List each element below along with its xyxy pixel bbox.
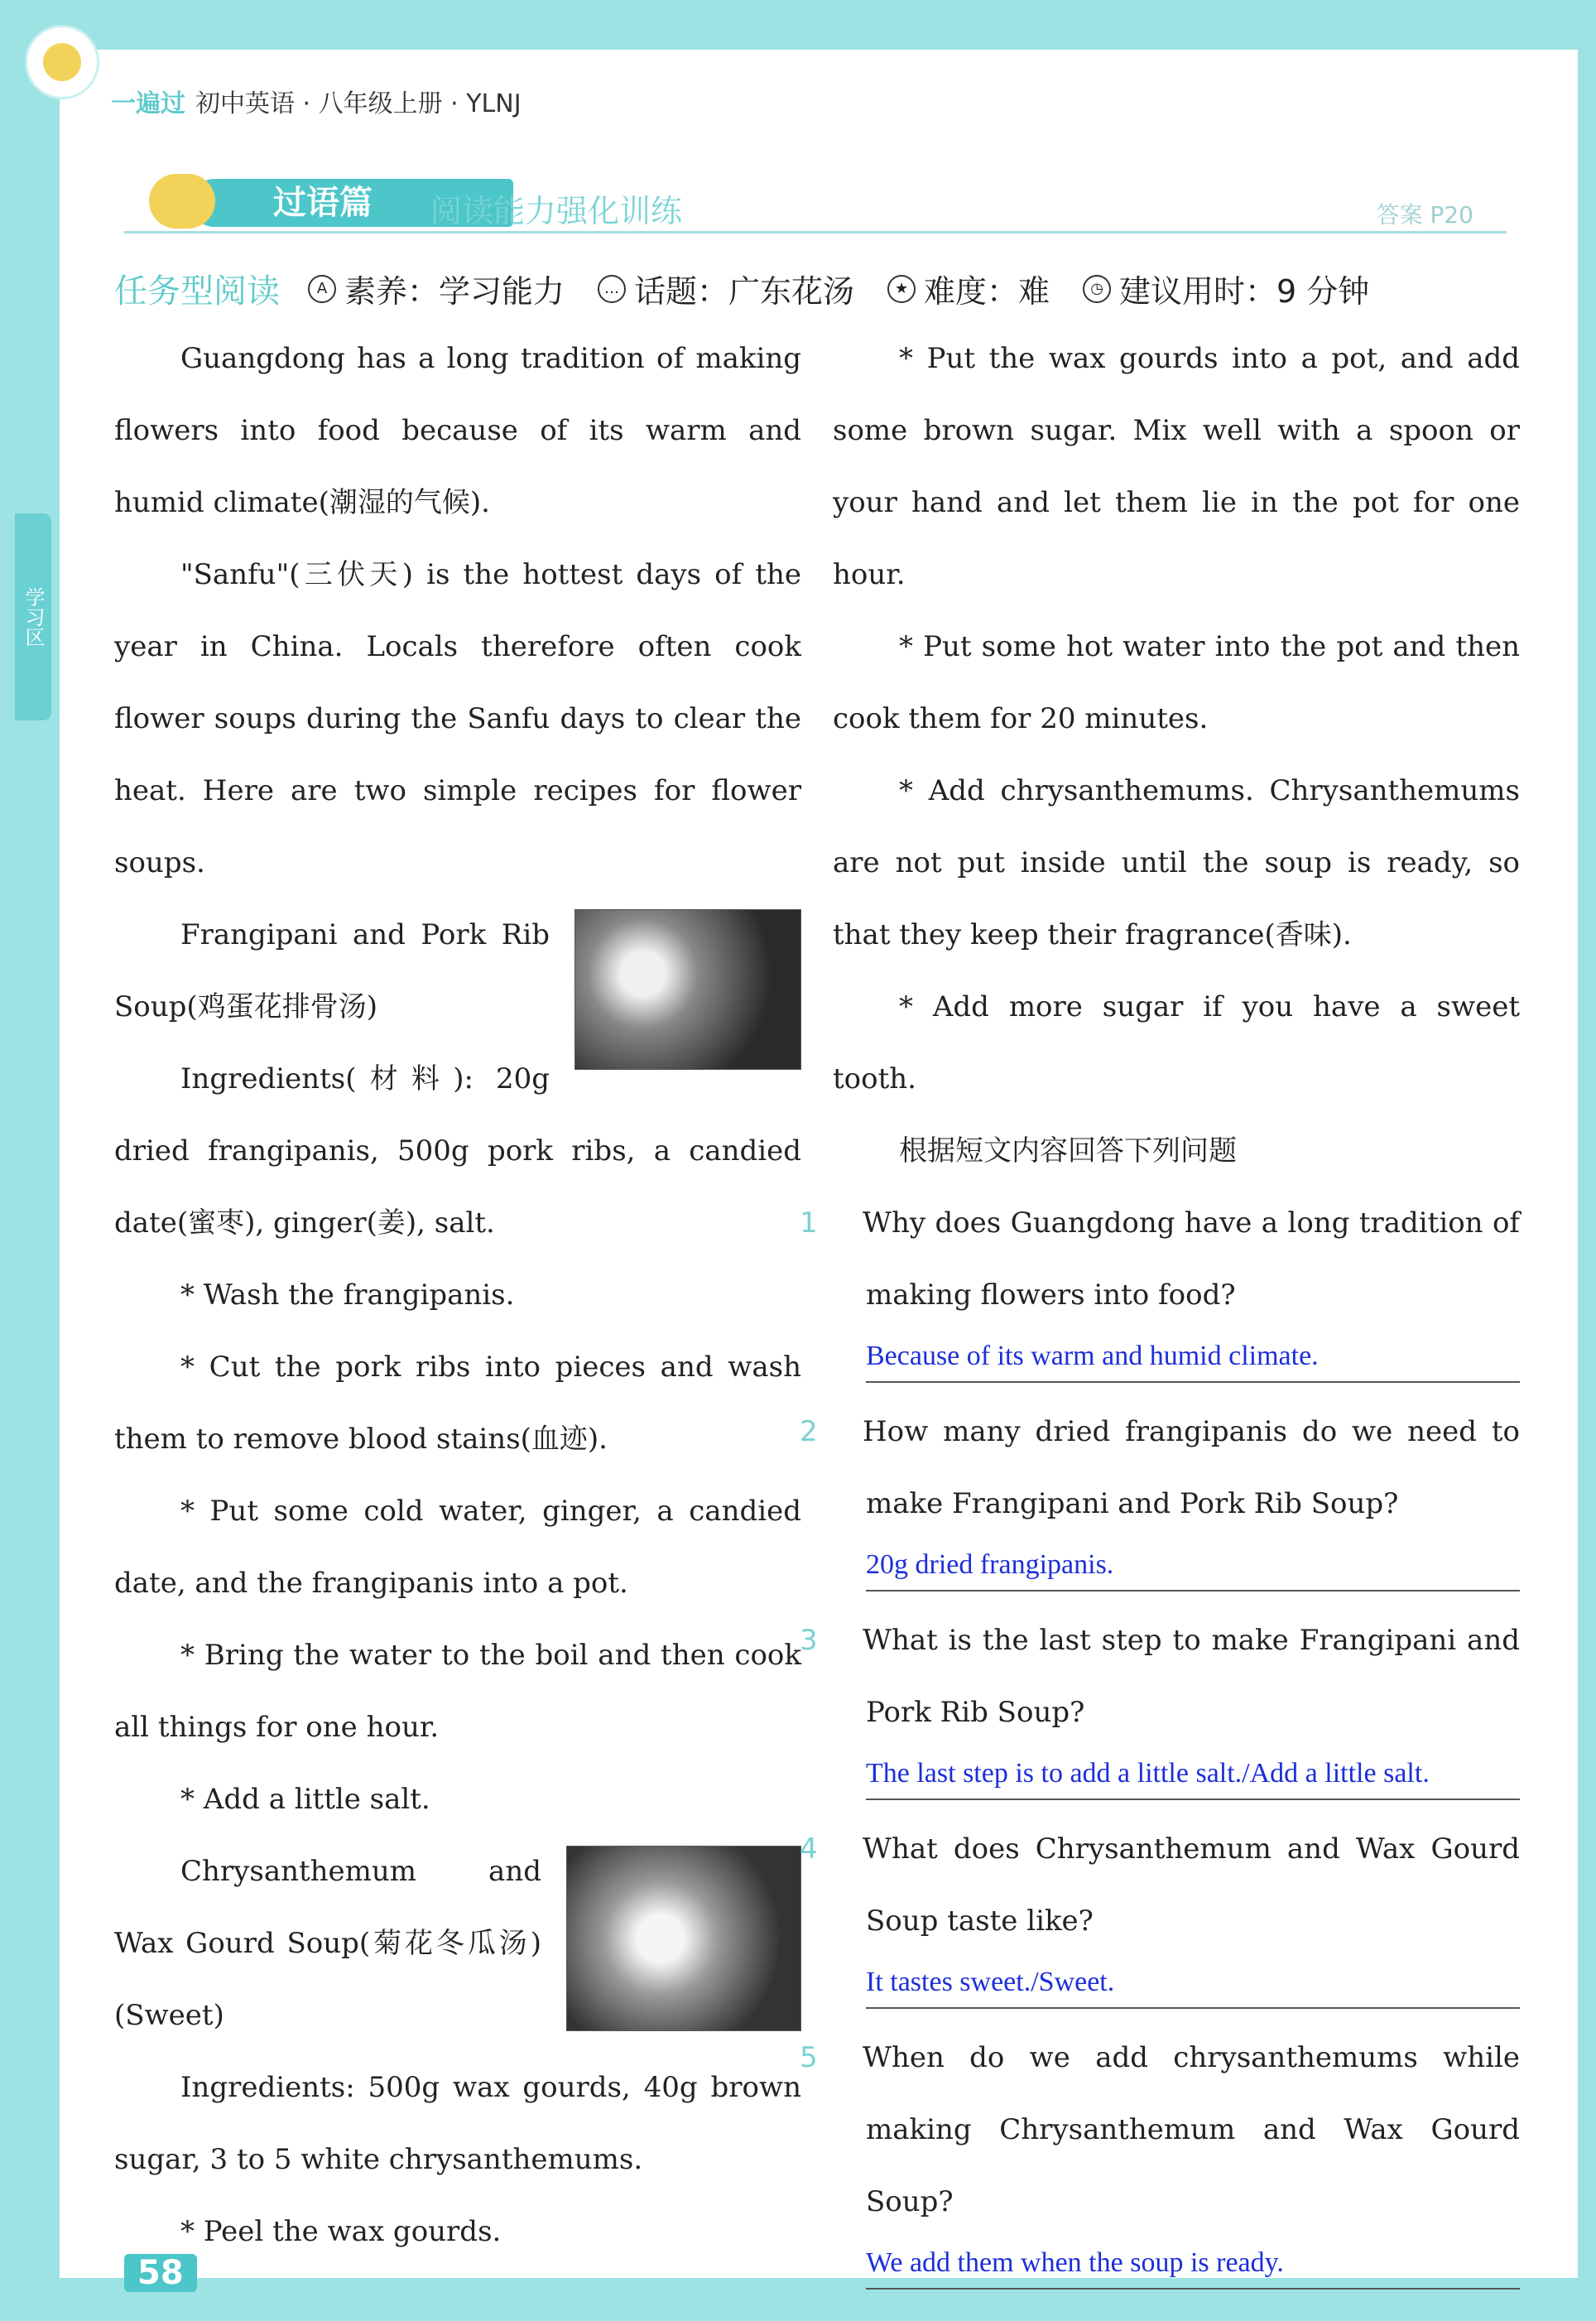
frangipani-photo [574, 909, 801, 1070]
difficulty-item: ★ 难度：难 [887, 266, 1050, 311]
literacy-icon: A [308, 275, 336, 303]
brand-name: 一遍过 [111, 89, 185, 118]
recipe-step: * Peel the wax gourds. [180, 2215, 502, 2248]
book-header [111, 83, 522, 119]
left-column [114, 323, 801, 2268]
answer-field[interactable]: The last step is to add a little salt./Add a little salt. [866, 1749, 1520, 1800]
answer-reference: 答案 P20 [1376, 201, 1473, 229]
section-banner [124, 174, 1507, 229]
section-subtitle: 阅读能力强化训练 [430, 193, 683, 229]
task-title: 任务型阅读 [114, 272, 280, 311]
recipe-step: * Put some hot water into the pot and then cook them for 20 minutes. [833, 630, 1520, 735]
mascot-logo-icon [25, 25, 99, 99]
recipe-step: * Put the wax gourds into a pot, and add some brown sugar. Mix well with a spoon or your hand and let them lie in the pot for one hour. [833, 342, 1520, 591]
answer-field[interactable]: We add them when the soup is ready. [866, 2238, 1520, 2290]
banner-rule [124, 231, 1507, 234]
recipe-step: * Add more sugar if you have a sweet tooth. [833, 990, 1520, 1095]
recipe-step: * Add chrysanthemums. Chrysanthemums are not put inside until the soup is ready, so that they keep their fragrance(香味). [833, 774, 1520, 951]
recipe-step: * Put some cold water, ginger, a candied date, and the frangipanis into a pot. [114, 1495, 801, 1600]
recipe-title: Frangipani and Pork Rib Soup(鸡蛋花排骨汤) [114, 918, 550, 1023]
chat-icon: … [598, 275, 626, 303]
recipe-step: * Bring the water to the boil and then cook all things for one hour. [114, 1639, 801, 1744]
recipe-step: * Cut the pork ribs into pieces and wash them to remove blood stains(血迹). [114, 1351, 801, 1456]
frame-left [0, 0, 60, 2321]
passage-paragraph: Guangdong has a long tradition of making flowers into food because of its warm and humid climate(潮湿的气候). [114, 342, 801, 519]
page-number: 58 [124, 2254, 197, 2292]
question: 3 What is the last step to make Frangipani and Pork Rib Soup? [800, 1624, 1520, 1729]
frame-right [1578, 0, 1596, 2321]
recipe-step: * Add a little salt. [180, 1783, 430, 1816]
recipe-step: * Wash the frangipanis. [180, 1278, 515, 1312]
star-icon: ★ [887, 275, 916, 303]
recipe-ingredients: Ingredients(材料): 20g dried frangipanis, 500g pork ribs, a candied date(蜜枣), ginger(姜), salt. [114, 1062, 801, 1240]
question: 1 Why does Guangdong have a long tradition of making flowers into food? [800, 1206, 1520, 1312]
recipe-ingredients: Ingredients: 500g wax gourds, 40g brown sugar, 3 to 5 white chrysanthemums. [114, 2071, 801, 2176]
frame-top [0, 0, 1596, 50]
literacy-item: A 素养：学习能力 [308, 266, 565, 311]
book-title: 初中英语 · 八年级上册 · YLNJ [195, 89, 522, 118]
instruction: 根据短文内容回答下列问题 [899, 1134, 1237, 1168]
section-tag: 过语篇 [190, 179, 513, 227]
question: 2 How many dried frangipanis do we need to make Frangipani and Pork Rib Soup? [800, 1415, 1520, 1520]
question: 5 When do we add chrysanthemums while making Chrysanthemum and Wax Gourd Soup? [800, 2041, 1520, 2218]
recipe-title: Chrysanthemum and Wax Gourd Soup(菊花冬瓜汤)(Sweet) [114, 1855, 541, 2032]
side-tab: 学习区 [15, 513, 51, 720]
passage-paragraph: "Sanfu"(三伏天) is the hottest days of the year in China. Locals therefore often cook flower soups during the Sanfu days to clear the heat. Here are two simple recipes for flower soups. [114, 558, 801, 879]
mascot-icon [149, 174, 215, 229]
answer-field[interactable]: Because of its warm and humid climate. [866, 1331, 1520, 1383]
answer-field[interactable]: 20g dried frangipanis. [866, 1540, 1520, 1591]
question: 4 What does Chrysanthemum and Wax Gourd Soup taste like? [800, 1832, 1520, 1938]
right-column [800, 323, 1520, 2303]
answer-field[interactable]: It tastes sweet./Sweet. [866, 1957, 1520, 2009]
time-item: ◷ 建议用时：9 分钟 [1083, 266, 1369, 311]
clock-icon: ◷ [1083, 275, 1111, 303]
chrysanthemum-photo [566, 1846, 801, 2031]
task-info [114, 265, 1402, 312]
topic-item: … 话题：广东花汤 [598, 266, 854, 311]
